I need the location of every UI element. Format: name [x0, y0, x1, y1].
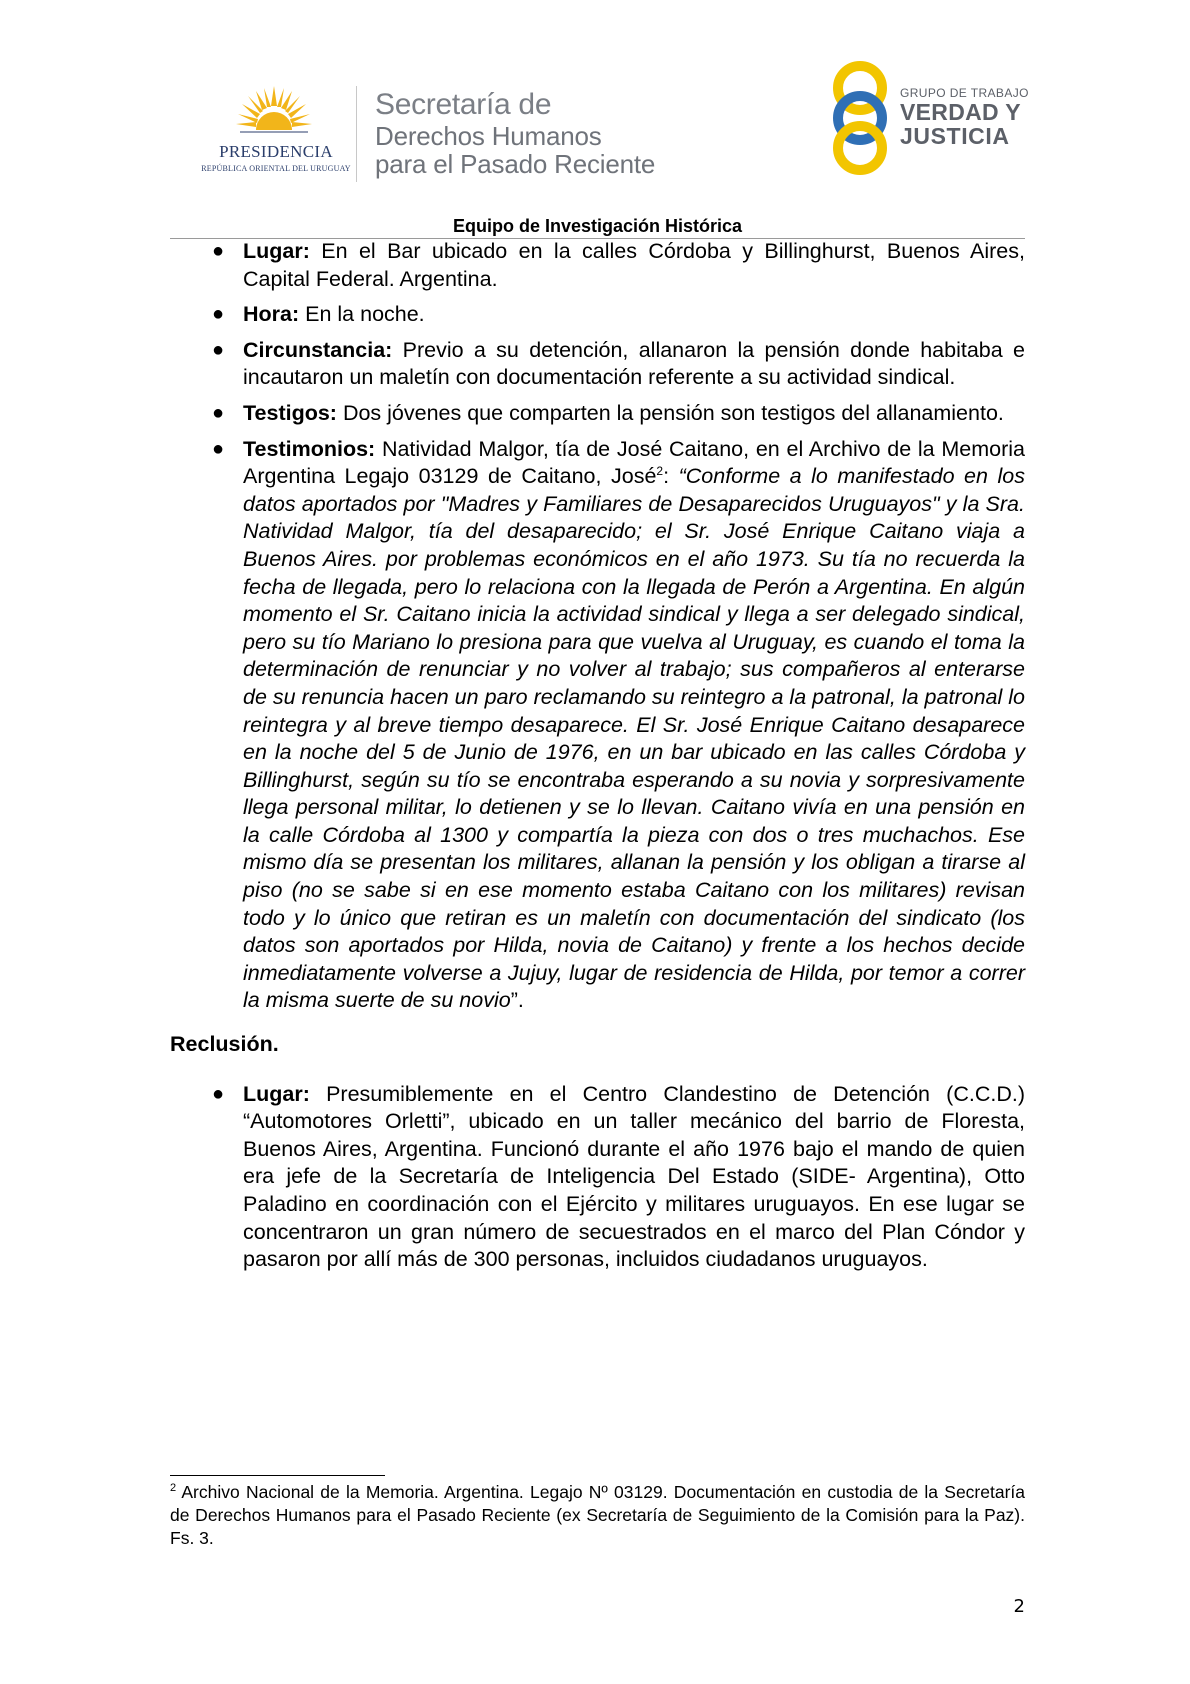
presidencia-name: PRESIDENCIA — [219, 142, 333, 161]
testigos-text: Dos jóvenes que comparten la pensión son testigos del allanamiento. — [336, 400, 1004, 425]
list-item-lugar — [170, 238, 1025, 293]
circunstancia-text: Previo a su detención, allanaron la pensión donde habitaba e incautaron un maletín con documentación referente a su actividad sindical. — [243, 337, 1025, 390]
footnote-reference[interactable]: 2 — [656, 464, 664, 478]
grupo-line2: JUSTICIA — [900, 123, 1010, 149]
secretaria-line3: para el Pasado Reciente — [375, 149, 656, 179]
testimonios-end: ”. — [510, 988, 524, 1013]
bullet-icon: ● — [212, 240, 225, 262]
testimonios-label: Testimonios: — [243, 436, 376, 461]
team-title: Equipo de Investigación Histórica — [452, 216, 743, 236]
secretaria-line1: Secretaría de — [375, 88, 552, 121]
grupo-line1: VERDAD Y — [900, 99, 1021, 125]
list-item-reclusion-lugar — [170, 1081, 1025, 1274]
footnote-rule — [170, 1475, 385, 1476]
lugar-text: En el Bar ubicado en la calles Córdoba y Billinghurst, Buenos Aires, Capital Federal. Argentina. — [243, 239, 1025, 291]
grupo-small: GRUPO DE TRABAJO — [900, 86, 1029, 100]
list-item-testimonios — [170, 436, 1025, 1015]
hora-text: En la noche. — [299, 302, 425, 327]
bullet-icon: ● — [212, 338, 225, 361]
bullet-icon: ● — [212, 401, 225, 424]
grupo-trabajo-logotype — [900, 86, 1060, 148]
footnote-number: 2 — [170, 1482, 177, 1495]
page-header — [0, 0, 1190, 210]
bullet-icon: ● — [212, 303, 225, 326]
bullet-icon: ● — [212, 1082, 225, 1105]
reclusion-lugar-label: Lugar: — [243, 1081, 310, 1106]
list-item-testigos — [170, 400, 1025, 428]
presidencia-subtitle: REPÚBLICA ORIENTAL DEL URUGUAY — [201, 164, 351, 173]
testimonios-quote: “Conforme a lo manifestado en los datos aportados por "Madres y Familiares de Desaparecidos Uruguayos" y la Sra. Natividad Malgor, tía del desaparecido; el Sr. José Enrique Caitano viaja a Buenos Aires. por problemas económicos en el año 1973. Su tía no recuerda la fecha de llegada, pero lo relaciona con la llegada de Perón a Argentina. En algún momento el Sr. Caitano inicia la actividad sindical y llega a ser delegado sindical, pero su tío Mariano lo presiona para que vuelva al Uruguay, es cuando el toma la determinación de renunciar y no volver al trabajo; sus compañeros al enterarse de su renuncia hacen un paro reclamando su reintegro a la patronal, la patronal lo reintegra y al breve tiempo desaparece. El Sr. José Enrique Caitano desaparece en la noche del 5 de Junio de 1976, en un bar ubicado en las calles Córdoba y Billinghurst, según su tío se encontraba esperando a su novia y sorpresivamente llega personal militar, lo detienen y se lo llevan. Caitano vivía en una pensión en la calle Córdoba al 1300 y compartía la pieza con dos o tres muchachos. Ese mismo día se presentan los militares, allanan la pensión y los obligan a tirarse al piso (no se sabe si en ese momento estaba Caitano con los militares) revisan todo y lo único que retiran es un maletín con documentación del sindicato (los datos son aportados por Hilda, novia de Caitano) y frente a los hechos decide inmediatamente volverse a Jujuy, lugar de residencia de Hilda, por temor a correr la misma suerte de su novio — [243, 464, 1025, 1013]
testimonios-colon: : — [663, 464, 679, 489]
reclusion-lugar-text: Presumiblemente en el Centro Clandestino de Detención (C.C.D.) “Automotores Orletti”, ubicado en un taller mecánico del barrio de Floresta, Buenos Aires, Argentina. Funcionó durante el año 1976 bajo el mando de quien era jefe de la Secretaría de Inteligencia Del Estado (SIDE- Argentina), Otto Paladino en coordinación con el Ejército y militares uruguayos. En ese lugar se concentraron un gran número de secuestrados en el marco del Plan Cóndor y pasaron por allí más de 300 personas, incluidos ciudadanos uruguayos. — [243, 1081, 1025, 1272]
testigos-label: Testigos: — [243, 400, 337, 425]
sun-emblem-icon — [234, 82, 314, 142]
hora-label: Hora: — [243, 302, 300, 327]
reclusion-heading: Reclusión. — [170, 1032, 279, 1057]
list-item-hora — [170, 301, 1025, 329]
testimonios-intro: Natividad Malgor, tía de José Caitano, en el Archivo de la Memoria Argentina Legajo 03129 de Caitano, José — [243, 436, 1025, 489]
list-item-circunstancia — [170, 337, 1025, 392]
bullet-icon: ● — [212, 437, 225, 460]
lugar-label: Lugar: — [243, 239, 310, 263]
header-divider — [356, 86, 357, 182]
secretaria-line2: Derechos Humanos — [375, 121, 602, 151]
footnote-text: Archivo Nacional de la Memoria. Argentina. Legajo Nº 03129. Documentación en custodia de la Secretaría de Derechos Humanos para el Pasado Reciente (ex Secretaría de Seguimiento de la Comisión para la Paz). Fs. 3. — [170, 1482, 1025, 1548]
presidencia-logo — [196, 82, 356, 182]
secretaria-logotype — [375, 88, 735, 178]
footnote — [170, 1481, 1025, 1550]
page-number: 2 — [1013, 1596, 1025, 1617]
reclusion-list — [170, 1081, 1025, 1274]
circunstancia-label: Circunstancia: — [243, 337, 393, 362]
detention-list — [170, 238, 1025, 1015]
document-body — [170, 238, 1025, 1282]
